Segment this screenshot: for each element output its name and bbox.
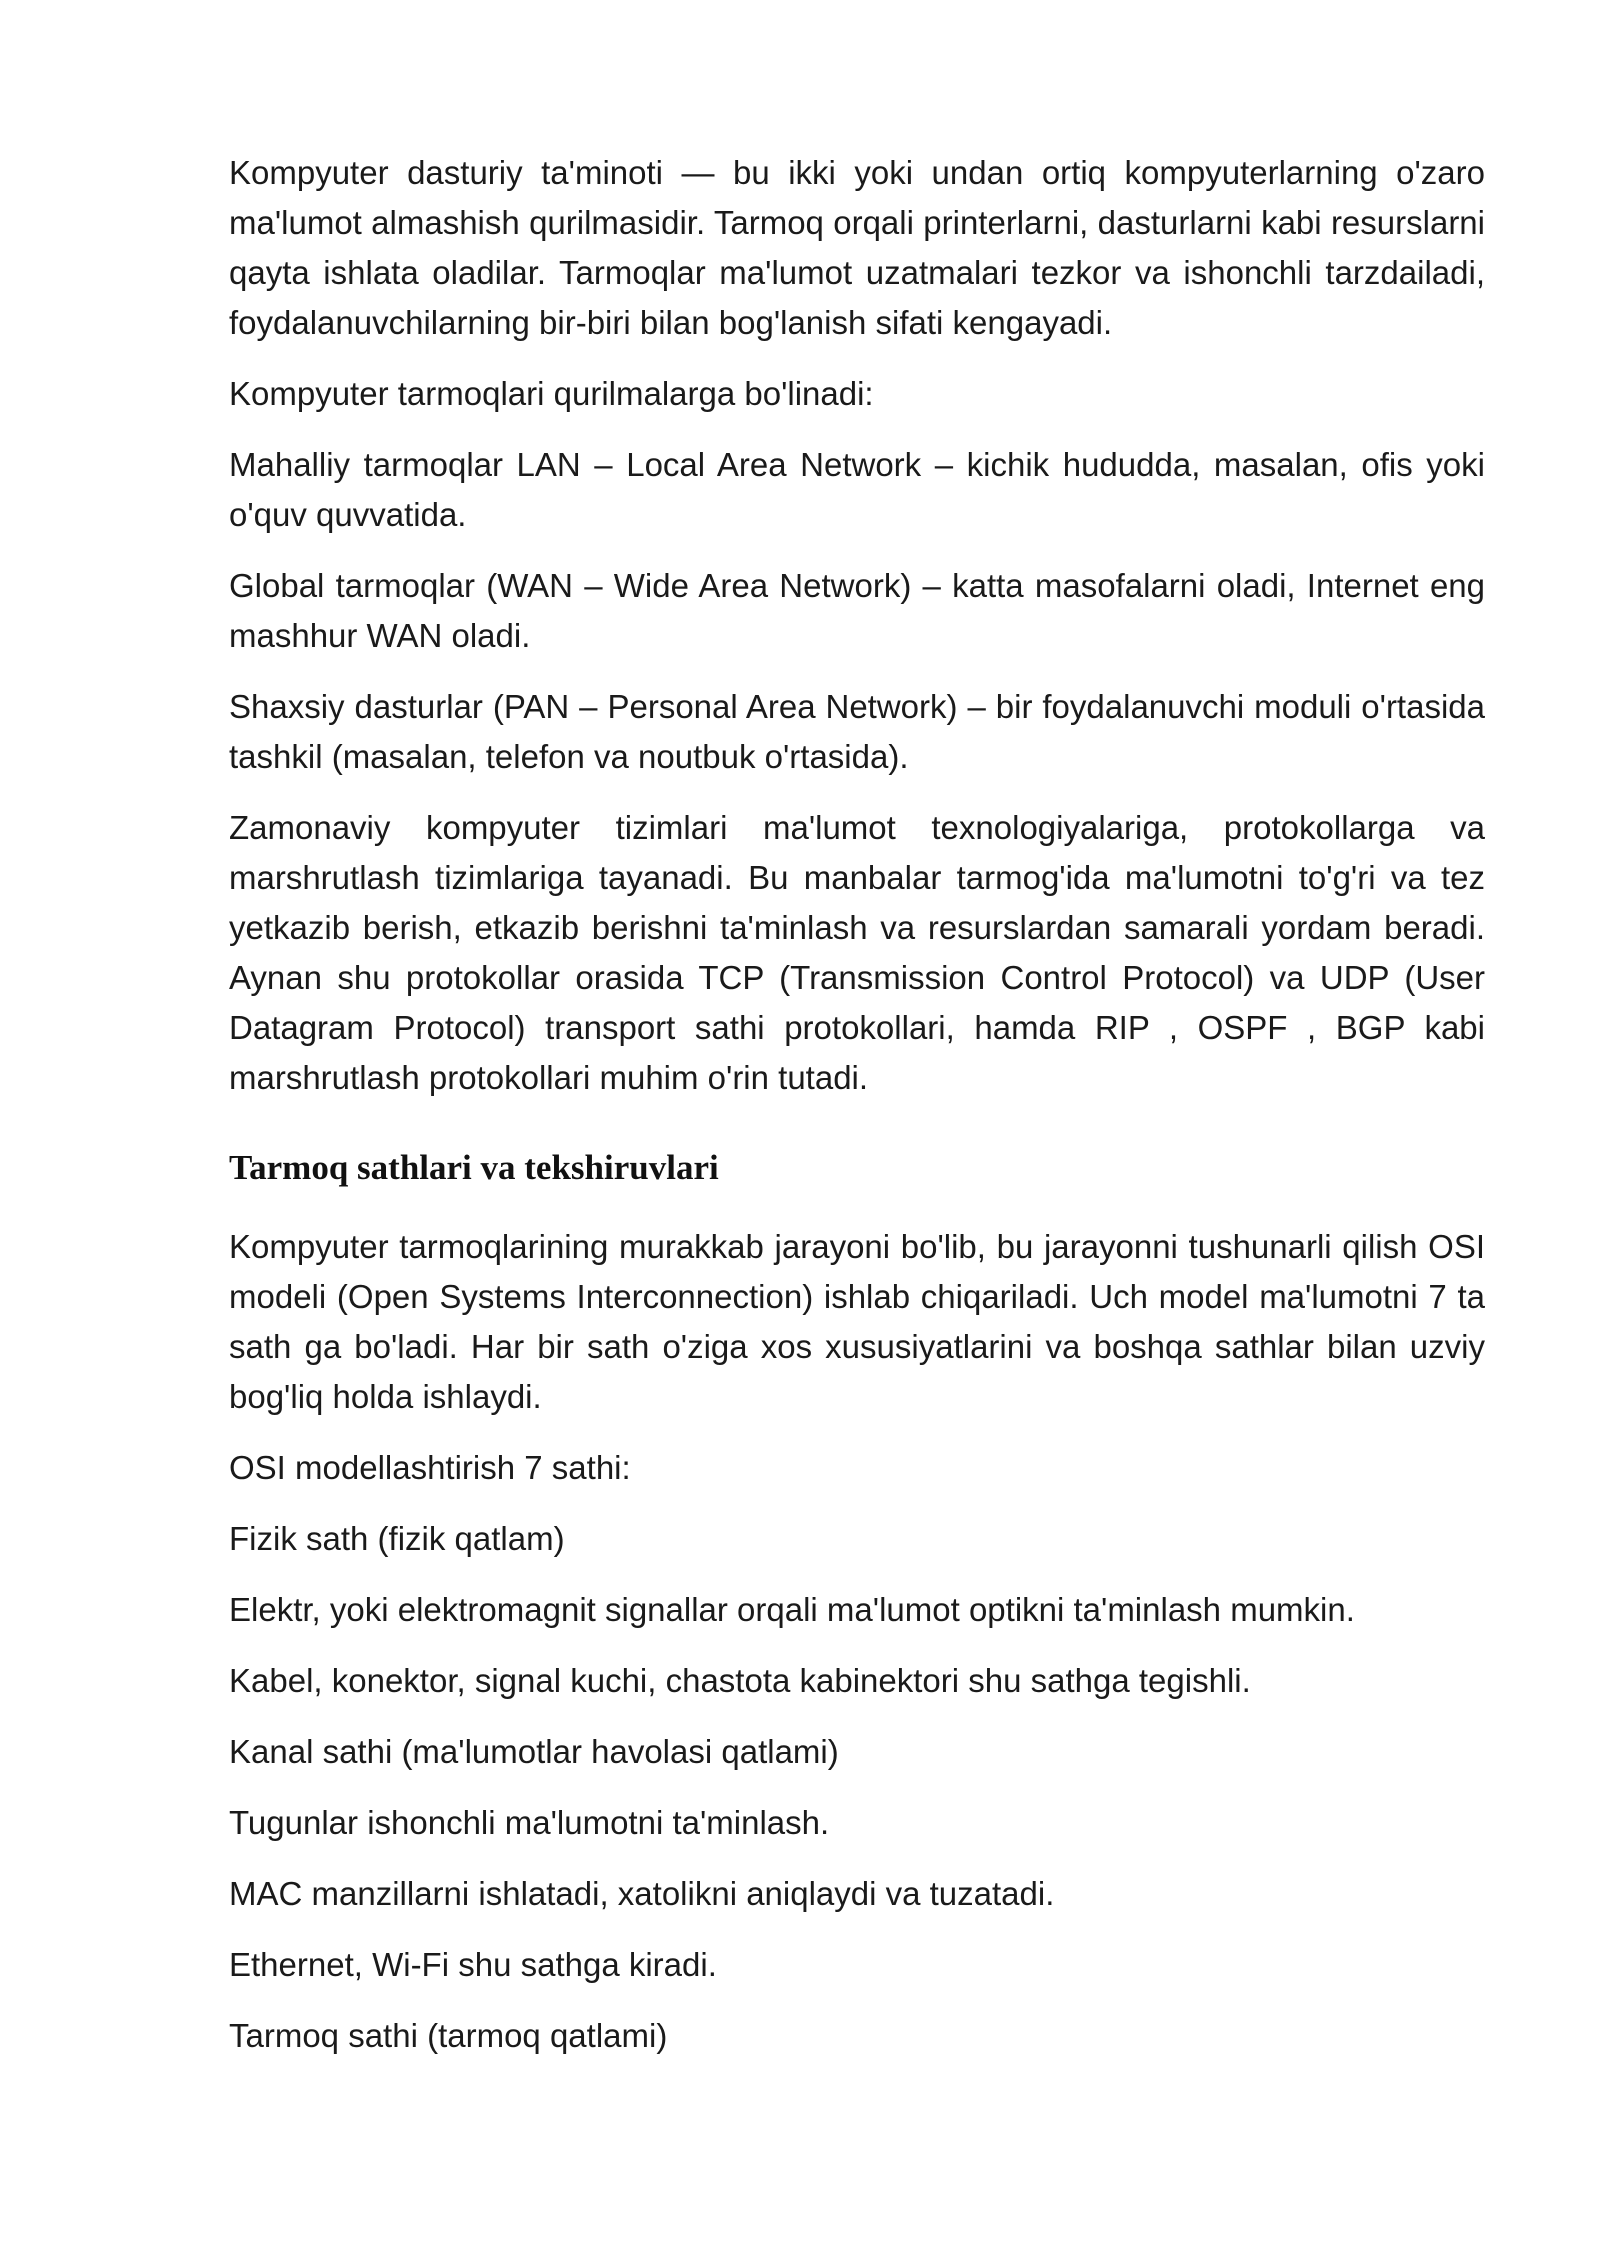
- paragraph-data-link-layer: Kanal sathi (ma'lumotlar havolasi qatlami): [229, 1733, 839, 1770]
- paragraph-protocols: Zamonaviy kompyuter tizimlari ma'lumot texnologiyalariga, protokollarga va marshrutlash tizimlariga tayanadi. Bu manbalar tarmog'ida ma'lumotni to'g'ri va tez yetkazib berish, etkazib berishni ta'minlash va resurslardan samarali yordam beradi. Aynan shu protokollar orasida TCP (Transmission Control Protocol) va UDP (User Datagram Protocol) transport sathi protokollari, hamda RIP , OSPF , BGP kabi marshrutlash protokollari muhim o'rin tutadi.: [229, 809, 1485, 1096]
- paragraph-network-types-intro: Kompyuter tarmoqlari qurilmalarga bo'linadi:: [229, 375, 874, 412]
- paragraph-data-link-ethernet: Ethernet, Wi-Fi shu sathga kiradi.: [229, 1946, 717, 1983]
- document-page: [229, 148, 1485, 2082]
- paragraph-pan: Shaxsiy dasturlar (PAN – Personal Area Network) – bir foydalanuvchi moduli o'rtasida tashkil (masalan, telefon va noutbuk o'rtasida).: [229, 688, 1485, 775]
- paragraph-lan: Mahalliy tarmoqlar LAN – Local Area Network – kichik hududda, masalan, ofis yoki o'quv quvvatida.: [229, 446, 1485, 533]
- paragraph-wan: Global tarmoqlar (WAN – Wide Area Network) – katta masofalarni oladi, Internet eng mashhur WAN oladi.: [229, 567, 1485, 654]
- paragraph-physical-signals: Elektr, yoki elektromagnit signallar orqali ma'lumot optikni ta'minlash mumkin.: [229, 1591, 1355, 1628]
- paragraph-data-link-mac: MAC manzillarni ishlatadi, xatolikni aniqlaydi va tuzatadi.: [229, 1875, 1055, 1912]
- paragraph-network-layer: Tarmoq sathi (tarmoq qatlami): [229, 2017, 668, 2054]
- paragraph-osi-layers-title: OSI modellashtirish 7 sathi:: [229, 1449, 631, 1486]
- paragraph-osi-intro: Kompyuter tarmoqlarining murakkab jarayoni bo'lib, bu jarayonni tushunarli qilish OSI modeli (Open Systems Interconnection) ishlab chiqariladi. Uch model ma'lumotni 7 ta sath ga bo'ladi. Har bir sath o'ziga xos xususiyatlarini va boshqa sathlar bilan uzviy bog'liq holda ishlaydi.: [229, 1228, 1485, 1415]
- paragraph-physical-cables: Kabel, konektor, signal kuchi, chastota kabinektori shu sathga tegishli.: [229, 1662, 1251, 1699]
- paragraph-physical-layer: Fizik sath (fizik qatlam): [229, 1520, 565, 1557]
- paragraph-intro: Kompyuter dasturiy ta'minoti — bu ikki yoki undan ortiq kompyuterlarning o'zaro ma'lumot almashish qurilmasidir. Tarmoq orqali printerlarni, dasturlarni kabi resurslarni qayta ishlata oladilar. Tarmoqlar ma'lumot uzatmalari tezkor va ishonchli tarzdailadi, foydalanuvchilarning bir-biri bilan bog'lanish sifati kengayadi.: [229, 154, 1485, 341]
- paragraph-data-link-nodes: Tugunlar ishonchli ma'lumotni ta'minlash.: [229, 1804, 830, 1841]
- section-heading: Tarmoq sathlari va tekshiruvlari: [229, 1148, 719, 1187]
